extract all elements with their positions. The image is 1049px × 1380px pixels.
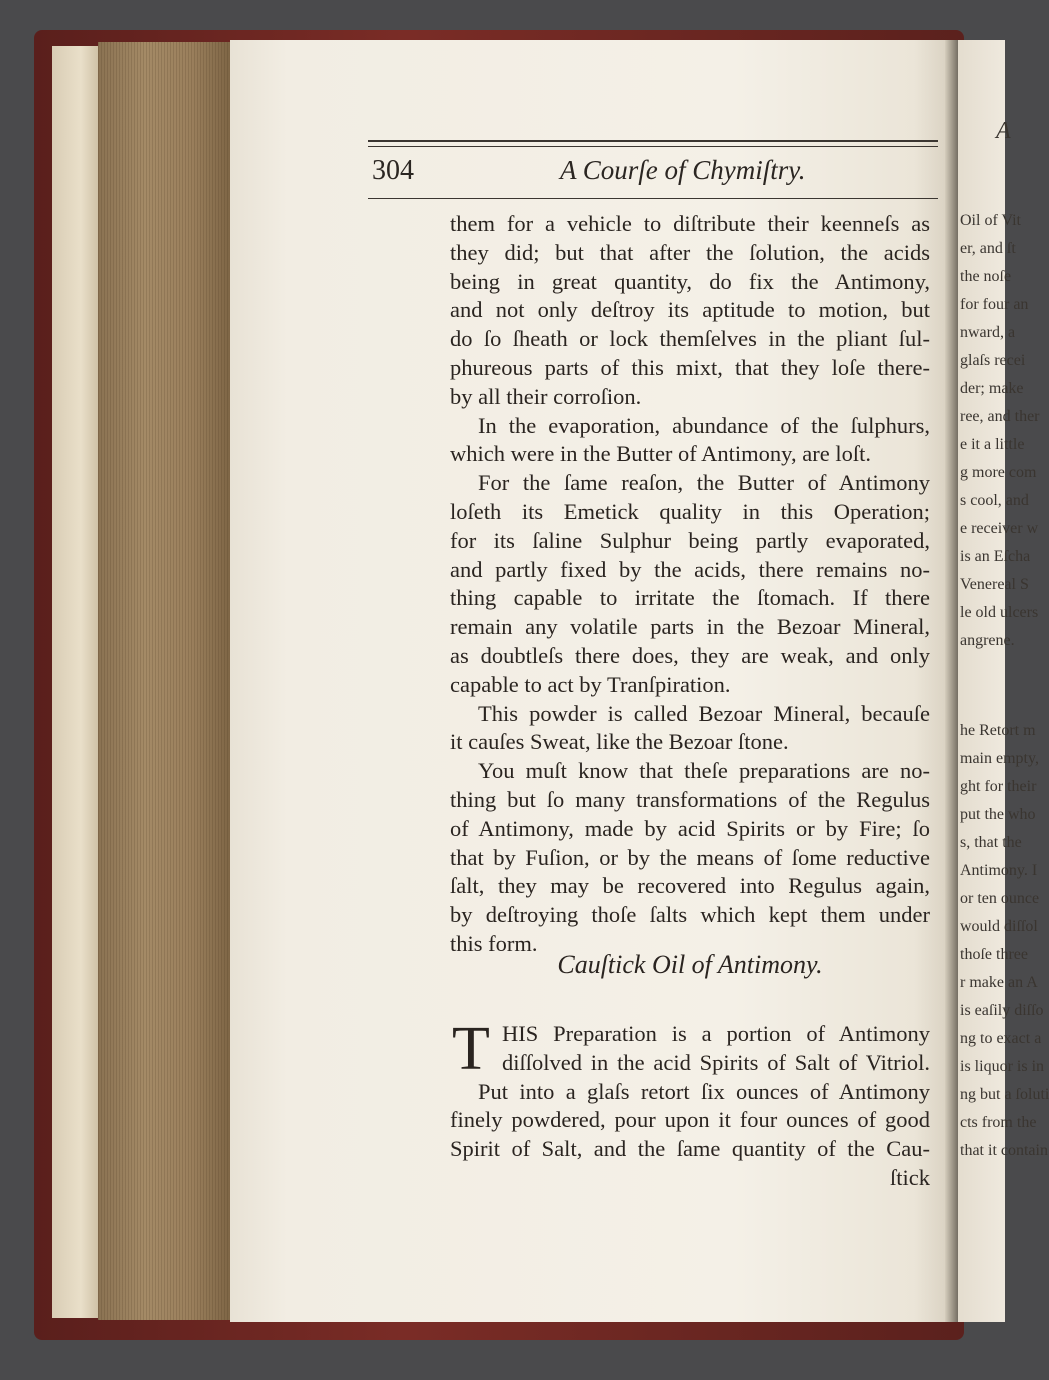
header-rule-bottom xyxy=(368,198,938,199)
text-line: this form. xyxy=(450,930,538,956)
text-line: loſeth its Emetick quality in this Operation; xyxy=(450,498,930,524)
text-line: ſtick xyxy=(890,1164,930,1190)
facing-page-line: would diſſol xyxy=(960,918,1038,935)
page-number: 304 xyxy=(372,155,414,186)
facing-page-line: glaſs recei xyxy=(960,352,1026,369)
text-line: For the ſame reaſon, the Butter of Antimony xyxy=(478,470,930,496)
facing-page-line: that it contain xyxy=(960,1142,1048,1159)
text-line: Spirit of Salt, and the ſame quantity of the Cau- xyxy=(450,1136,930,1162)
facing-page-line: s cool, and xyxy=(960,492,1029,509)
text-line: Put into a glaſs retort ſix ounces of Antimony xyxy=(478,1078,930,1104)
text-line: In the evaporation, abundance of the ſulphurs, xyxy=(478,412,930,438)
facing-page-line: e it a little xyxy=(960,436,1025,453)
facing-page-line: is liquor is in xyxy=(960,1058,1045,1075)
facing-page-line: s, that the xyxy=(960,834,1022,851)
facing-page-line: A xyxy=(996,118,1011,144)
running-head: A Courſe of Chymiſtry. xyxy=(560,155,806,185)
text-line: capable to act by Tranſpiration. xyxy=(450,671,731,697)
flyleaf-edge xyxy=(52,46,100,1318)
facing-page-line: cts from the xyxy=(960,1114,1037,1131)
body-text-bottom xyxy=(450,1015,930,1193)
text-line: HIS Preparation is a portion of Antimony xyxy=(502,1021,930,1046)
facing-page-line: Venereal S xyxy=(960,576,1029,593)
facing-page-line: Antimony. I xyxy=(960,862,1038,879)
facing-page-line: for four an xyxy=(960,296,1029,313)
text-line: thing but ſo many transformations of the Regulus xyxy=(450,786,930,812)
text-line: phureous parts of this mixt, that they loſe there- xyxy=(450,354,930,380)
facing-page-line: put the who xyxy=(960,806,1036,823)
header-rule-top-thin xyxy=(368,146,938,147)
facing-page-line: er, and ſt xyxy=(960,240,1016,257)
facing-page-line: main empty, xyxy=(960,750,1039,767)
facing-page-line: angrene. xyxy=(960,632,1015,649)
text-line: by deſtroying thoſe ſalts which kept them under xyxy=(450,902,930,928)
text-line: do ſo ſheath or lock themſelves in the pliant ſul- xyxy=(450,326,930,352)
text-line: as doubtleſs there does, they are weak, and only xyxy=(450,642,930,668)
text-line: ſalt, they may be recovered into Regulus again, xyxy=(450,873,930,899)
facing-page-line: nward, a xyxy=(960,324,1016,341)
page-edges xyxy=(98,42,232,1320)
facing-page-line: ng to exact a xyxy=(960,1030,1042,1047)
facing-page-line: Oil of Vit xyxy=(960,212,1021,229)
text-line: that by Fuſion, or by the means of ſome reductive xyxy=(450,844,930,870)
text-line: and partly fixed by the acids, there remains no- xyxy=(450,556,930,582)
facing-page-line: the noſe xyxy=(960,268,1012,285)
text-line: diſſolved in the acid Spirits of Salt of Vitriol. xyxy=(502,1049,930,1075)
text-line: of Antimony, made by acid Spirits or by Fire; ſo xyxy=(450,815,930,841)
text-line: You muſt know that theſe preparations are no- xyxy=(478,758,930,784)
body-text-top xyxy=(450,210,930,959)
text-line: thing capable to irritate the ſtomach. If there xyxy=(450,585,930,611)
text-line: them for a vehicle to diſtribute their keenneſs as xyxy=(450,211,930,236)
facing-page-fragment xyxy=(958,40,1049,1322)
facing-page-line: is an Eſcha xyxy=(960,548,1031,565)
facing-page-line: der; make xyxy=(960,380,1024,397)
text-line: finely powdered, pour upon it four ounces of good xyxy=(450,1107,930,1133)
text-line: This powder is called Bezoar Mineral, becauſe xyxy=(478,700,930,726)
text-line: which were in the Butter of Antimony, are loſt. xyxy=(450,441,871,467)
section-heading: Cauſtick Oil of Antimony. xyxy=(557,950,823,979)
text-line: they did; but that after the ſolution, the acids xyxy=(450,239,930,265)
text-line: and not only deſtroy its aptitude to motion, but xyxy=(450,297,930,323)
facing-page-line: ree, and ther xyxy=(960,408,1040,425)
header-rule-top xyxy=(368,140,938,142)
text-line: remain any volatile parts in the Bezoar Mineral, xyxy=(450,614,930,640)
facing-page-line: he Retort m xyxy=(960,722,1036,739)
facing-page-line: or ten ounce xyxy=(960,890,1040,907)
text-line: it cauſes Sweat, like the Bezoar ſtone. xyxy=(450,729,789,755)
text-line: being in great quantity, do fix the Antimony, xyxy=(450,268,930,294)
facing-page-line: r make an A xyxy=(960,974,1038,991)
facing-page-line: le old ulcers xyxy=(960,604,1039,621)
facing-page-line: is eaſily diſſo xyxy=(960,1002,1044,1019)
facing-page-line: ng but a ſoluti xyxy=(960,1086,1049,1103)
facing-page-line: g more com xyxy=(960,464,1037,481)
facing-page-line: thoſe three xyxy=(960,946,1028,963)
text-line: by all their corroſion. xyxy=(450,383,642,409)
text-line: for its ſaline Sulphur being partly evaporated, xyxy=(450,527,930,553)
facing-page-line: e receiver w xyxy=(960,520,1039,537)
facing-page-line: ght for their xyxy=(960,778,1037,795)
drop-cap: T xyxy=(452,1015,490,1083)
